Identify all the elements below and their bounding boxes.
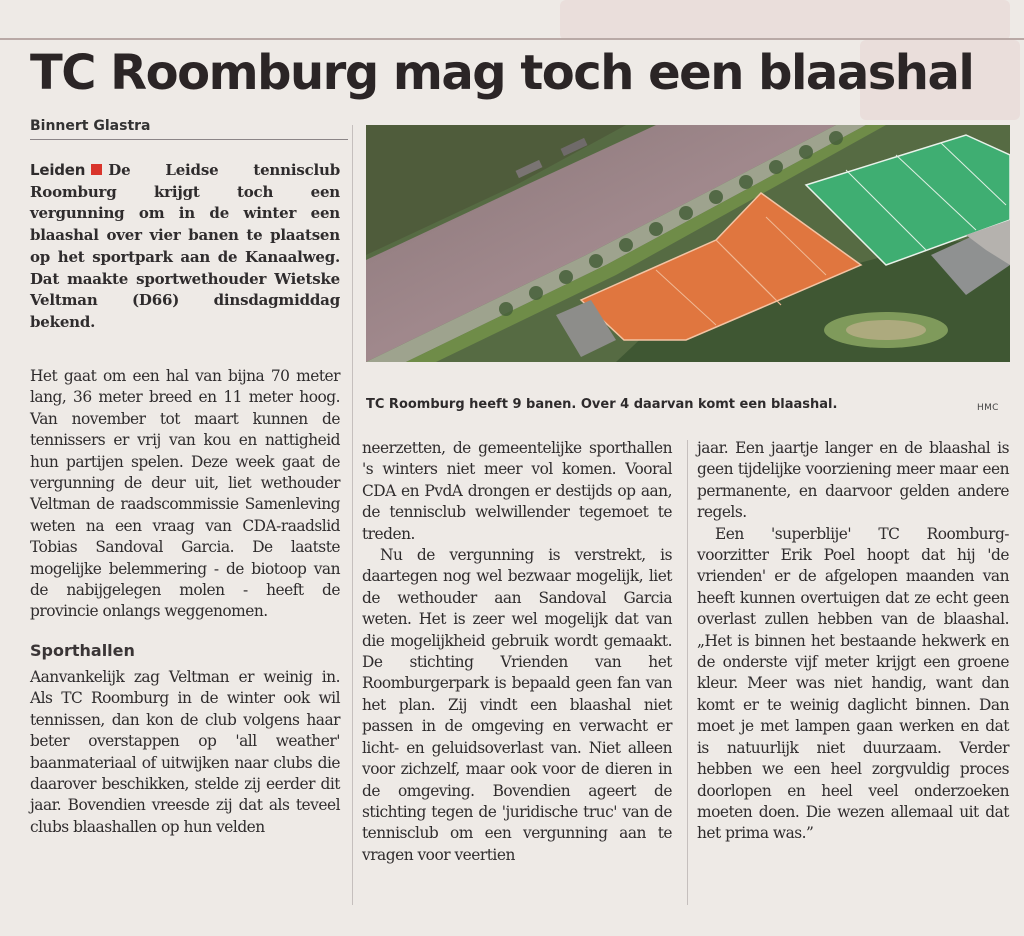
column-3-paragraph-1: jaar. Een jaartje langer en de blaashal is geen tijdelijke voorziening meer maar een permanente, en daarvoor gelden andere regels. <box>697 439 1009 522</box>
column-3-paragraph-2: Een 'superblije' TC Roomburg-voorzitter Erik Poel hoopt dat hij 'de vrienden' er de afgelopen maanden van heeft kunnen overtuigen dat ze echt geen overlast zullen hebben van de blaashal. „Het is binnen het bestaande hekwerk en de onderste vijf meter krijgt een groene kleur. Meer was niet handig, want dan komt er te weinig daglicht binnen. Dan moet je met lampen gaan werken en dat is natuurlijk niet duurzaam. Verder hebben we een heel zorgvuldig proces doorlopen en heel veel onderzoeken moeten doen. Die wezen allemaal uit dat het prima was.” <box>697 524 1009 843</box>
byline: Binnert Glastra <box>30 117 348 140</box>
dateline-square-icon <box>91 164 102 175</box>
intro-paragraph <box>30 160 340 334</box>
column-divider-2 <box>687 440 688 905</box>
subhead-sporthallen: Sporthallen <box>30 640 135 660</box>
article-column-3 <box>697 438 1009 845</box>
column-divider-1 <box>352 125 353 905</box>
column-1-paragraph-2: Aanvankelijk zag Veltman er weinig in. Als TC Roomburg in de winter ook wil tennissen, dan kon de club volgens haar beter overstappen op 'all weather' baanmateriaal of uitwijken naar clubs die daarover beschikken, stelde zij eerder dit jaar. Bovendien vreesde zij dat als teveel clubs blaashallen op hun velden <box>30 667 340 836</box>
aerial-photo-tennis-park <box>366 125 1010 362</box>
column-2-paragraph-1: neerzetten, de gemeentelijke sporthallen 's winters niet meer vol komen. Vooral CDA en PvdA drongen er destijds op aan, de tennisclub welwillender tegemoet te treden. <box>362 439 672 543</box>
column-2-paragraph-2: Nu de vergunning is verstrekt, is daartegen nog wel bezwaar mogelijk, liet de wethouder aan Sandoval Garcia weten. Het is zeer wel mogelijk dat van die mogelijkheid gebruik wordt gemaakt. De stichting Vrienden van het Roomburgerpark is bepaald geen fan van het plan. Zij vindt een blaashal niet passen in de omgeving en verwacht er licht- en geluidsoverlast van. Niet alleen voor zichzelf, maar ook voor de dieren in de omgeving. Bovendien ageert de stichting tegen de 'juridische truc' van de tennisclub om een vergunning aan te vragen voor veertien <box>362 546 672 864</box>
intro-text: De Leidse tennisclub Roomburg krijgt toch een vergunning om in de winter een blaashal over vier banen te plaatsen op het sportpark aan de Kanaalweg. Dat maakte sportwethouder Wietske Veltman (D66) dinsdagmiddag bekend. <box>30 161 340 331</box>
aerial-photo-illustration <box>366 125 1010 362</box>
headline: TC Roomburg mag toch een blaashal <box>30 45 974 101</box>
top-page-edge <box>0 0 1024 40</box>
photo-credit: HMC <box>977 403 999 413</box>
dateline: Leiden <box>30 161 86 179</box>
column-1-paragraph-1: Het gaat om een hal van bijna 70 meter lang, 36 meter breed en 11 meter hoog. Van november tot maart kunnen de tennissers er vrij van kou en nattigheid hun partijen spelen. Deze week gaat de vergunning de deur uit, liet wethouder Veltman de raadscommissie Samenleving weten na een vraag van CDA-raadslid Tobias Sandoval Garcia. De laatste mogelijke belemmering - de biotoop van de nabijgelegen molen - heeft de provincie onlangs weggenomen. <box>30 367 340 621</box>
intro-column <box>30 160 340 334</box>
photo-caption: TC Roomburg heeft 9 banen. Over 4 daarvan komt een blaashal. <box>366 397 838 412</box>
article-column-2 <box>362 438 672 866</box>
article-column-1 <box>30 366 340 838</box>
